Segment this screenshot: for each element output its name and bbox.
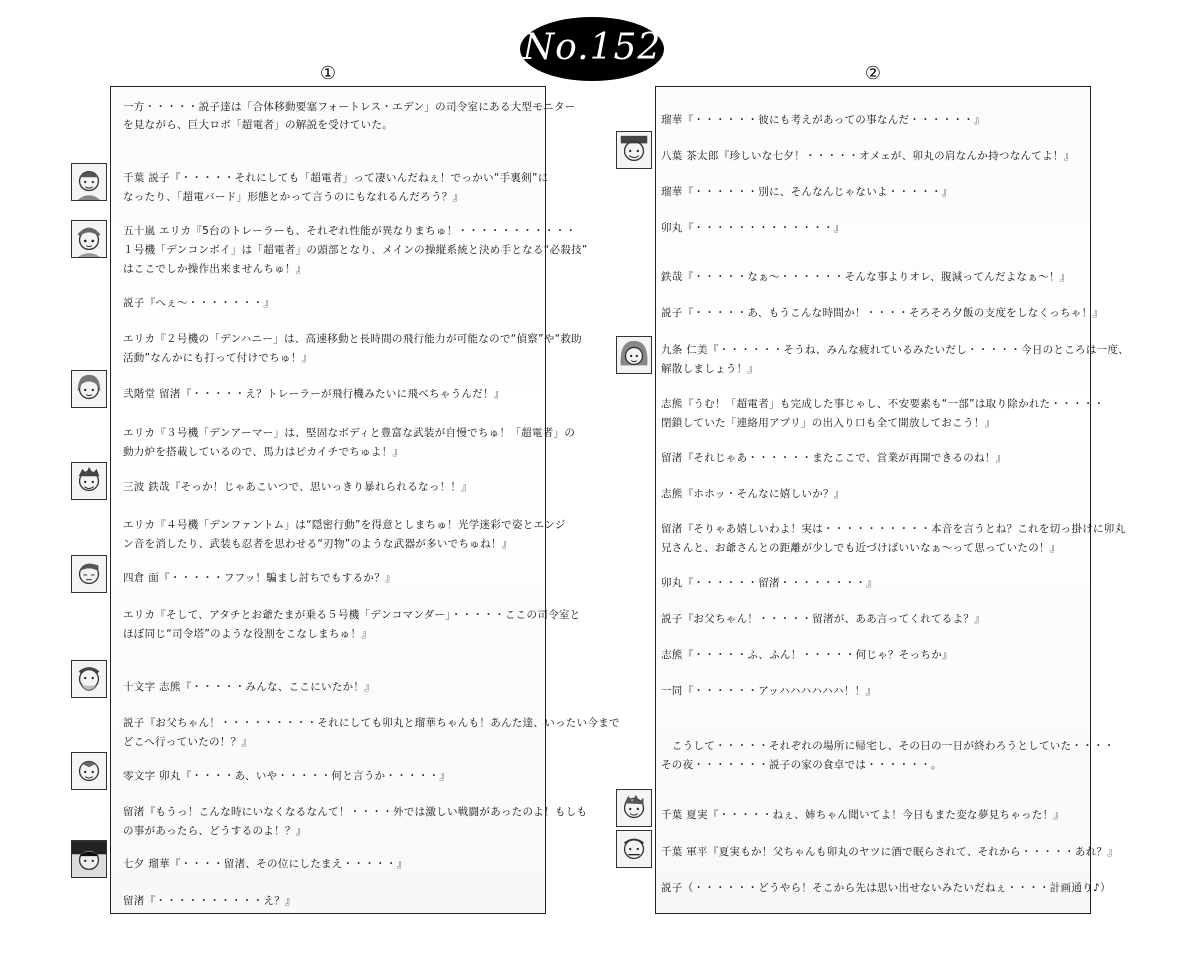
portrait-natsumi-icon (616, 789, 652, 827)
text-line: 弐階堂 留渚『・・・・・え？トレーラーが飛行機みたいに飛べちゃうんだ！』 (123, 388, 505, 400)
text-line: ほぼ同じ“司令塔”のような役割をこなしまちゅ！』 (123, 628, 373, 640)
text-line: 活動”なんかにも打って付けでちゅ！』 (123, 352, 313, 364)
text-line: 留渚『・・・・・・・・・・え？』 (123, 895, 296, 907)
issue-label: No.152 (522, 27, 662, 68)
text-line: 説子『お父ちゃん！・・・・・・・・・それにしても卯丸と瑠華ちゃんも！あんた達、いったい今まで (123, 717, 620, 729)
text-line: 説子『へぇ～・・・・・・・』 (123, 297, 275, 309)
text-line: 八葉 茶太郎『珍しいな七夕！・・・・・オメェが、卯丸の肩なんか持つなんてよ！』 (661, 150, 1075, 162)
text-line: 三波 鉄哉『そっか！じゃあこいつで、思いっきり暴れられるなっ！！』 (123, 481, 473, 493)
text-line: 零文字 卯丸『・・・・あ、いや・・・・・何と言うか・・・・・』 (123, 770, 451, 782)
portrait-chataro-icon (616, 131, 652, 169)
text-line: どこへ行っていたの！？』 (123, 736, 253, 748)
portrait-erika-icon (71, 220, 107, 258)
portrait-gunpei-icon (616, 830, 652, 868)
text-line: エリカ『そして、アタチとお爺たまが乗る５号機「デンコマンダー」・・・・・ここの司令室と (123, 609, 581, 621)
text-line: 説子『・・・・・あ、もうこんな時間か！・・・・そろそろ夕飯の支度をしなくっちゃ！』 (661, 307, 1104, 319)
text-line: 四倉 面『・・・・・フフッ！騙まし討ちでもするか？』 (123, 572, 396, 584)
portrait-runa-icon (71, 370, 107, 408)
text-line: 七夕 瑠華『・・・・留渚、その位にしたまえ・・・・・』 (123, 858, 408, 870)
portrait-shiguma-icon (71, 660, 107, 698)
text-line: なったり、「超電バード」形態とかって言うのにもなれるんだろう？』 (123, 191, 464, 203)
text-line: 説子『お父ちゃん！・・・・・留渚が、ああ言ってくれてるよ？』 (661, 613, 985, 625)
text-line: 卯丸『・・・・・・留渚・・・・・・・・』 (661, 577, 877, 589)
portrait-tetsuya-icon (71, 462, 107, 500)
text-line: 留渚『そりゃあ嬉しいわよ！実は・・・・・・・・・・本音を言うとね？これを切っ掛けに卯丸 (661, 523, 1126, 535)
text-line: 一同『・・・・・・アッハハハハハハ！！』 (661, 685, 877, 697)
text-line: 瑠華『・・・・・・彼にも考えがあっての事なんだ・・・・・・』 (661, 114, 985, 126)
text-line: こうして・・・・・それぞれの場所に帰宅し、その日の一日が終わろうとしていた・・・・ (661, 740, 1115, 752)
text-line: 留渚『もうっ！こんな時にいなくなるなんて！・・・・外では激しい戦闘があったのよ！もしも (123, 806, 588, 818)
text-line: 志熊『・・・・・ふ、ふん！・・・・・何じゃ？そっちか』 (661, 649, 953, 661)
text-line: 瑠華『・・・・・・別に、そんなんじゃないよ・・・・・』 (661, 186, 953, 198)
text-line: 志熊『ホホッ・そんなに嬉しいか？』 (661, 488, 845, 500)
text-line: エリカ『４号機「デンファントム」は“隠密行動”を得意としまちゅ！光学迷彩で姿とエンジ (123, 519, 566, 531)
text-line: 説子（・・・・・・どうやら！そこから先は思い出せないみたいだねぇ・・・・計画通り♪） (661, 882, 1111, 894)
text-line: 卯丸『・・・・・・・・・・・・・』 (661, 222, 845, 234)
text-line: 閉鎖していた「連絡用アプリ」の出入り口も全て開放しておこう！』 (661, 417, 996, 429)
text-line: 千葉 説子『・・・・・それにしても「超電者」って凄いんだねぇ！でっかい“手裏剣”に (123, 172, 549, 184)
text-line: 鉄哉『・・・・・なぁ～・・・・・・そんな事よりオレ、腹減ってんだよなぁ～！』 (661, 271, 1071, 283)
text-line: エリカ『３号機「デンアーマー」は、堅固なボディと豊富な武装が自慢でちゅ！「超電者」の (123, 427, 576, 439)
dialogue-panel-2 (655, 86, 1130, 914)
text-line: 一方・・・・・説子達は「合体移動要塞フォートレス・エデン」の司令室にある大型モニター (123, 101, 576, 113)
text-line: 留渚『それじゃあ・・・・・・またここで、営業が再開できるのね！』 (661, 452, 1007, 464)
text-line: 五十嵐 エリカ『5台のトレーラーも、それぞれ性能が異なりまちゅ！・・・・・・・・・・・ (123, 225, 577, 237)
text-line: エリカ『２号機の「デンハニー」は、高速移動と長時間の飛行能力が可能なので“偵察”や“救助 (123, 333, 582, 345)
portrait-umaru-icon (71, 752, 107, 790)
issue-badge (520, 17, 664, 81)
text-line: 兄さんと、お爺さんとの距離が少しでも近づけばいいなぁ～って思っていたの！』 (661, 542, 1061, 554)
text-line: 解散しましょう！』 (661, 363, 759, 375)
text-line: 千葉 夏実『・・・・・ねぇ、姉ちゃん聞いてよ！今日もまた変な夢見ちゃった！』 (661, 809, 1065, 821)
text-line: 志熊『うむ！「超電者」も完成した事じゃし、不安要素も“一部”は取り除かれた・・・・・ (661, 398, 1105, 410)
panel-1-number: ① (319, 63, 337, 84)
dialogue-panel-1 (110, 86, 620, 914)
text-line: はここでしか操作出来ませんちゅ！』 (123, 263, 307, 275)
text-line: 千葉 軍平『夏実もか！父ちゃんも卯丸のヤツに酒で眠らされて、それから・・・・・あれ？』 (661, 846, 1119, 858)
portrait-hitomi-icon (616, 336, 652, 374)
text-line: 動力炉を搭載しているので、馬力はピカイチでちゅよ！』 (123, 446, 404, 458)
text-line: その夜・・・・・・・説子の家の食卓では・・・・・・。 (661, 759, 942, 771)
text-line: 九条 仁美『・・・・・・そうね、みんな疲れているみたいだし・・・・・今日のところは一度、 (661, 344, 1130, 356)
text-line: の事があったら、どうするのよ！？』 (123, 825, 307, 837)
panel-2-number: ② (864, 63, 882, 84)
text-line: を見ながら、巨大ロボ「超電者」の解説を受けていた。 (123, 119, 393, 131)
portrait-ruka-icon (71, 840, 107, 878)
text-line: 十文字 志熊『・・・・・みんな、ここにいたか！』 (123, 681, 376, 693)
text-line: ン音を消したり、武装も忍者を思わせる“刃物”のような武器が多いでちゅね！』 (123, 538, 513, 550)
text-line: １号機「デンコンボイ」は「超電者」の頭部となり、メインの操縦系統と決め手となる“必殺技” (123, 244, 588, 256)
portrait-men-icon (71, 555, 107, 593)
portrait-setsuko-icon (71, 163, 107, 201)
